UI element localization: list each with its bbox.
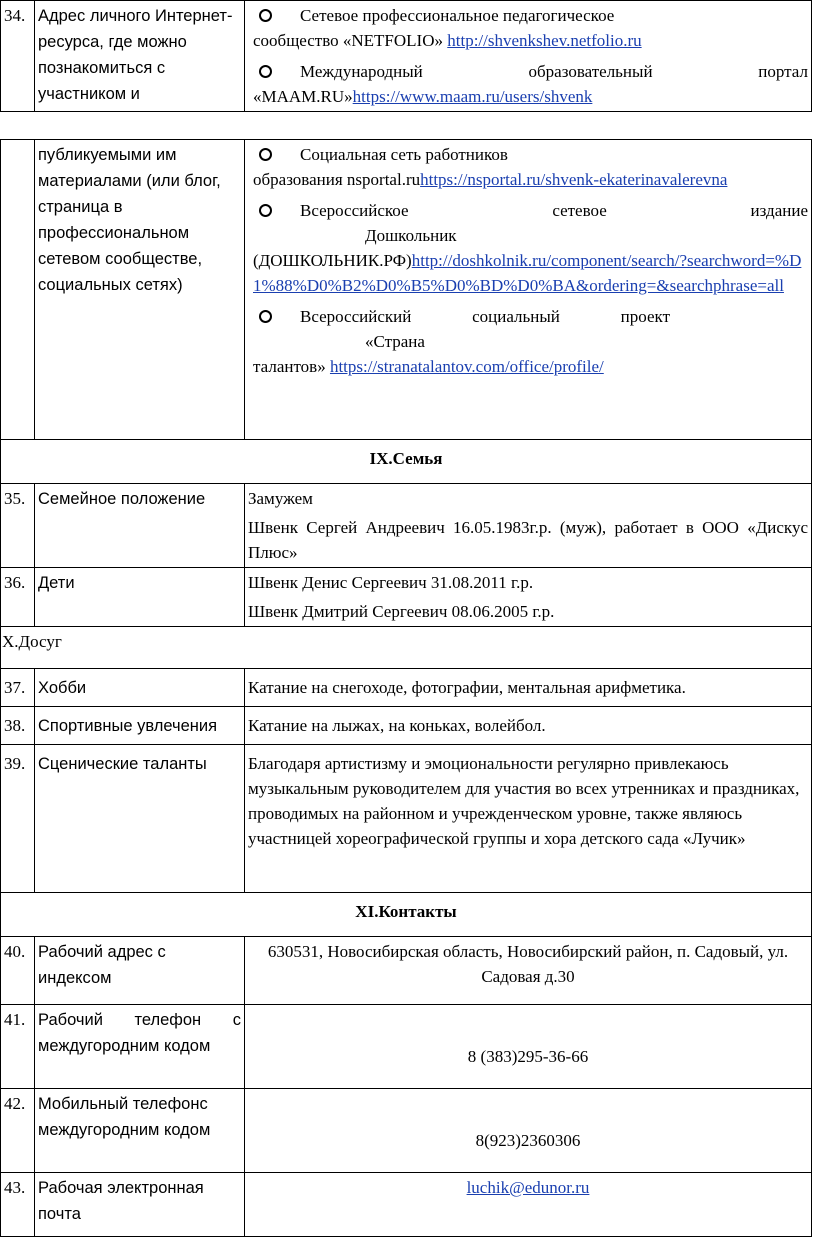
bullet-icon bbox=[259, 310, 272, 323]
row-label: Сценические таланты bbox=[35, 745, 245, 893]
row-number: 34. bbox=[1, 1, 35, 112]
netfolio-link[interactable]: http://shvenkshev.netfolio.ru bbox=[447, 31, 642, 50]
list-item: Сетевое профессиональное педагогическое bbox=[253, 3, 808, 28]
row-number: 38. bbox=[1, 707, 35, 745]
row-label: Адрес личного Интернет-ресурса, где можно познакомиться с участником и bbox=[35, 1, 245, 112]
row-value bbox=[245, 1173, 812, 1237]
list-item: Международный образовательный портал bbox=[253, 59, 808, 84]
email-link[interactable]: luchik@edunor.ru bbox=[466, 1178, 590, 1197]
row-value: Замужем Швенк Сергей Андреевич 16.05.1983г.р. (муж), работает в ООО «Дискус Плюс» bbox=[245, 484, 812, 568]
list-item: Всероссийское сетевое издание bbox=[253, 198, 808, 223]
list-item: Социальная сеть работников bbox=[253, 142, 808, 167]
list-item-continuation: сообщество «NETFOLIO» http://shvenkshev.netfolio.ru bbox=[253, 31, 642, 50]
row-label-continuation: публикуемыми им материалами (или блог, страница в профессиональном сетевом сообществе, социальных сетях) bbox=[35, 140, 245, 440]
row-number: 43. bbox=[1, 1173, 35, 1237]
row-label: Рабочая электронная почта bbox=[35, 1173, 245, 1237]
row-number: 42. bbox=[1, 1089, 35, 1173]
row-label: Семейное положение bbox=[35, 484, 245, 568]
section-heading-family: IX.Семья bbox=[1, 440, 812, 484]
row-value: 8(923)2360306 bbox=[245, 1089, 812, 1173]
row-value: 630531, Новосибирская область, Новосибирский район, п. Садовый, ул. Садовая д.30 bbox=[245, 937, 812, 1005]
list-item-continuation: «MAAM.RU»https://www.maam.ru/users/shvenk bbox=[253, 87, 593, 106]
resource-list bbox=[245, 1, 812, 112]
list-item-continuation: талантов» https://stranatalantov.com/office/profile/ bbox=[253, 357, 604, 376]
row-label: Мобильный телефонс междугородним кодом bbox=[35, 1089, 245, 1173]
row-value: Швенк Денис Сергеевич 31.08.2011 г.р. Швенк Дмитрий Сергеевич 08.06.2005 г.р. bbox=[245, 568, 812, 627]
list-item: Всероссийский социальный проект bbox=[253, 304, 808, 329]
row-number: 40. bbox=[1, 937, 35, 1005]
row-number: 36. bbox=[1, 568, 35, 627]
main-table bbox=[0, 139, 812, 1237]
section-heading-leisure: X.Досуг bbox=[1, 627, 812, 669]
row-label: Дети bbox=[35, 568, 245, 627]
row-number: 39. bbox=[1, 745, 35, 893]
row-number bbox=[1, 140, 35, 440]
resource-list: Социальная сеть работников образования nsportal.ruhttps://nsportal.ru/shvenk-ekaterinavalerevna Всероссийское сетевое издание Дошкольник (ДОШКОЛЬНИК.РФ)http://doshkolnik.ru/component/search/?searchword=%D1%88%D0%B2%D0%B5%D0%BD%D0%BA&ordering=&searchphrase=all Всероссийский социальный проект «Страна талантов» https://stranatalantov.com/office/profile/ bbox=[245, 140, 812, 440]
table-row-34 bbox=[0, 0, 812, 112]
maam-link[interactable]: https://www.maam.ru/users/shvenk bbox=[352, 87, 593, 106]
bullet-icon bbox=[259, 65, 272, 78]
list-item-continuation: (ДОШКОЛЬНИК.РФ)http://doshkolnik.ru/component/search/?searchword=%D1%88%D0%B2%D0%B5%D0%BD%D0%BA&ordering=&searchphrase=all bbox=[253, 251, 802, 295]
section-heading-contacts: XI.Контакты bbox=[1, 893, 812, 937]
row-value: Катание на лыжах, на коньках, волейбол. bbox=[245, 707, 812, 745]
row-number: 41. bbox=[1, 1005, 35, 1089]
stranatalantov-link[interactable]: https://stranatalantov.com/office/profile/ bbox=[329, 357, 604, 376]
bullet-icon bbox=[259, 9, 272, 22]
bullet-icon bbox=[259, 148, 272, 161]
row-value: Благодаря артистизму и эмоциональности регулярно привлекаюсь музыкальным руководителем для участия во всех утренниках и праздниках, проводимых на районном и учрежденческом уровне, также являюсь участницей хореографической группы и хора детского сада «Лучик» bbox=[245, 745, 812, 893]
row-label: Рабочий телефон с междугородним кодом bbox=[35, 1005, 245, 1089]
row-number: 35. bbox=[1, 484, 35, 568]
list-item-continuation: образования nsportal.ruhttps://nsportal.ru/shvenk-ekaterinavalerevna bbox=[253, 170, 728, 189]
doshkolnik-link[interactable]: http://doshkolnik.ru/component/search/?searchword=%D1%88%D0%B2%D0%B5%D0%BD%D0%BA&ordering=&searchphrase=all bbox=[253, 251, 802, 295]
bullet-icon bbox=[259, 204, 272, 217]
nsportal-link[interactable]: https://nsportal.ru/shvenk-ekaterinavalerevna bbox=[420, 170, 728, 189]
row-number: 37. bbox=[1, 669, 35, 707]
row-label: Рабочий адрес с индексом bbox=[35, 937, 245, 1005]
row-value: Катание на снегоходе, фотографии, ментальная арифметика. bbox=[245, 669, 812, 707]
row-label: Хобби bbox=[35, 669, 245, 707]
row-label: Спортивные увлечения bbox=[35, 707, 245, 745]
row-value: 8 (383)295-36-66 bbox=[245, 1005, 812, 1089]
